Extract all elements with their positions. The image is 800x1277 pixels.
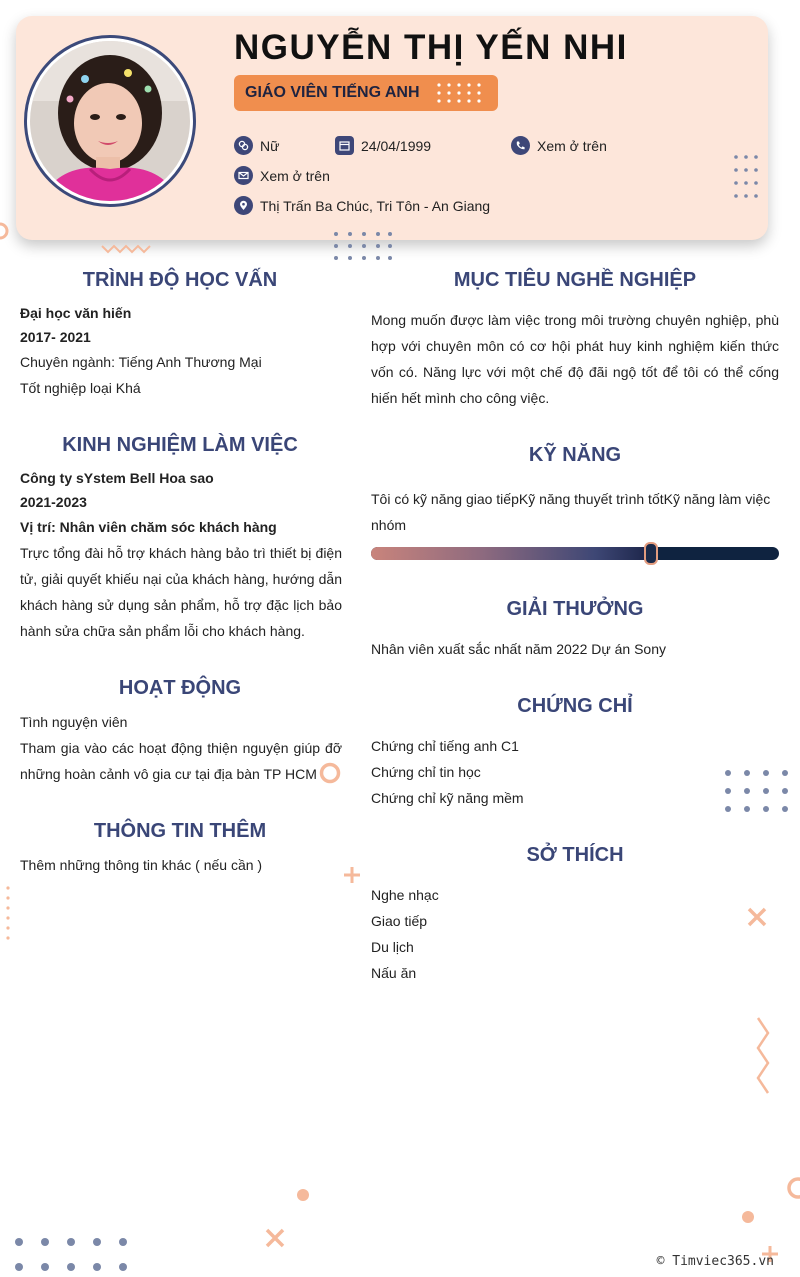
skill-level-fill	[371, 547, 651, 560]
skills-heading: KỸ NĂNG	[528, 444, 622, 466]
address-info	[234, 196, 490, 215]
circle-decoration	[296, 1188, 310, 1202]
extra-info-text: Thêm những thông tin khác ( nếu cần )	[20, 857, 263, 873]
hobby-item: Du lịch	[371, 939, 414, 955]
phone-value: Xem ở trên	[537, 137, 607, 154]
candidate-name: NGUYỄN THỊ YẾN NHI	[234, 28, 628, 67]
hobbies-heading: SỞ THÍCH	[526, 844, 624, 866]
birthday-info	[335, 136, 431, 155]
dotted-line-decoration	[4, 884, 12, 944]
dots-decoration	[10, 1234, 134, 1274]
hobby-item: Giao tiếp	[371, 913, 428, 929]
header-card	[16, 16, 768, 240]
certificate-item: Chứng chỉ tiếng anh C1	[371, 738, 519, 754]
hobby-item: Nấu ăn	[371, 965, 417, 981]
zigzag-decoration	[754, 1016, 772, 1096]
job-title-badge	[234, 75, 498, 111]
header-dots-decoration	[732, 153, 762, 207]
calendar-icon	[335, 136, 354, 155]
circle-decoration	[741, 1210, 755, 1224]
zigzag-decoration	[100, 244, 154, 256]
awards-text: Nhân viên xuất sắc nhất năm 2022 Dự án Sony	[371, 641, 666, 657]
location-icon	[234, 196, 253, 215]
experience-position: Vị trí: Nhân viên chăm sóc khách hàng	[20, 519, 277, 535]
experience-heading: KINH NGHIỆM LÀM VIỆC	[62, 434, 298, 456]
mail-icon	[234, 166, 253, 185]
pill-dots-decoration	[436, 81, 488, 105]
gender-value: Nữ	[260, 137, 280, 154]
activities-heading: HOẠT ĐỘNG	[118, 677, 242, 699]
address-value: Thị Trấn Ba Chúc, Tri Tôn - An Giang	[260, 197, 491, 214]
skill-level-bar	[371, 547, 779, 560]
plus-decoration	[342, 865, 362, 885]
cross-decoration	[264, 1227, 286, 1249]
extra-info-heading: THÔNG TIN THÊM	[93, 820, 267, 842]
footer-copyright: © Timviec365.vn	[656, 1254, 774, 1269]
avatar	[24, 35, 196, 207]
phone-info	[511, 136, 607, 155]
activities-role: Tình nguyện viên	[20, 714, 128, 730]
job-title: GIÁO VIÊN TIẾNG ANH	[245, 84, 420, 101]
experience-company: Công ty sYstem Bell Hoa sao	[20, 470, 214, 486]
ring-decoration	[782, 1175, 800, 1201]
certificate-item: Chứng chỉ kỹ năng mềm	[371, 790, 524, 806]
objective-text: Mong muốn được làm việc trong môi trường chuyên nghiệp, phù hợp với chuyên môn có cơ hội phát huy kinh nghiệm kiến thức vốn có. Năng lực với một chế độ đãi ngộ tốt để tôi có thể cống hiến hết mình cho công việc.	[371, 312, 779, 406]
skills-text: Tôi có kỹ năng giao tiếpKỹ năng thuyết trình tốtKỹ năng làm việc nhóm	[371, 491, 771, 533]
education-major: Chuyên ngành: Tiếng Anh Thương Mại	[20, 354, 262, 370]
education-years: 2017- 2021	[20, 329, 91, 345]
gender-info	[234, 136, 279, 155]
certificate-item: Chứng chỉ tin học	[371, 764, 481, 780]
objective-heading: MỤC TIÊU NGHỀ NGHIỆP	[453, 269, 697, 291]
skill-level-handle	[644, 542, 658, 565]
activities-description: Tham gia vào các hoạt động thiện nguyện giúp đỡ những hoàn cảnh vô gia cư tại địa bàn TP HCM	[20, 740, 342, 782]
experience-years: 2021-2023	[20, 494, 87, 510]
gender-icon	[234, 136, 253, 155]
birthday-value: 24/04/1999	[361, 137, 432, 154]
experience-description: Trực tổng đài hỗ trợ khách hàng bảo trì thiết bị điện tử, giải quyết khiếu nại của khách hàng, hướng dẫn khách hàng sử dụng sản phẩm, hỗ trợ đặc lịch bảo hành sửa chữa sản phẩm lỗi cho khách hàng.	[20, 545, 342, 639]
education-school: Đại học văn hiến	[20, 305, 132, 321]
education-grade: Tốt nghiệp loại Khá	[20, 380, 141, 396]
phone-icon	[511, 136, 530, 155]
ring-decoration	[0, 221, 12, 241]
email-value: Xem ở trên	[260, 167, 330, 184]
awards-heading: GIẢI THƯỞNG	[506, 598, 644, 620]
education-heading: TRÌNH ĐỘ HỌC VẤN	[82, 269, 278, 291]
certificates-heading: CHỨNG CHỈ	[517, 695, 633, 717]
hobby-item: Nghe nhạc	[371, 887, 439, 903]
dots-decoration	[331, 229, 395, 263]
email-info	[234, 166, 330, 185]
